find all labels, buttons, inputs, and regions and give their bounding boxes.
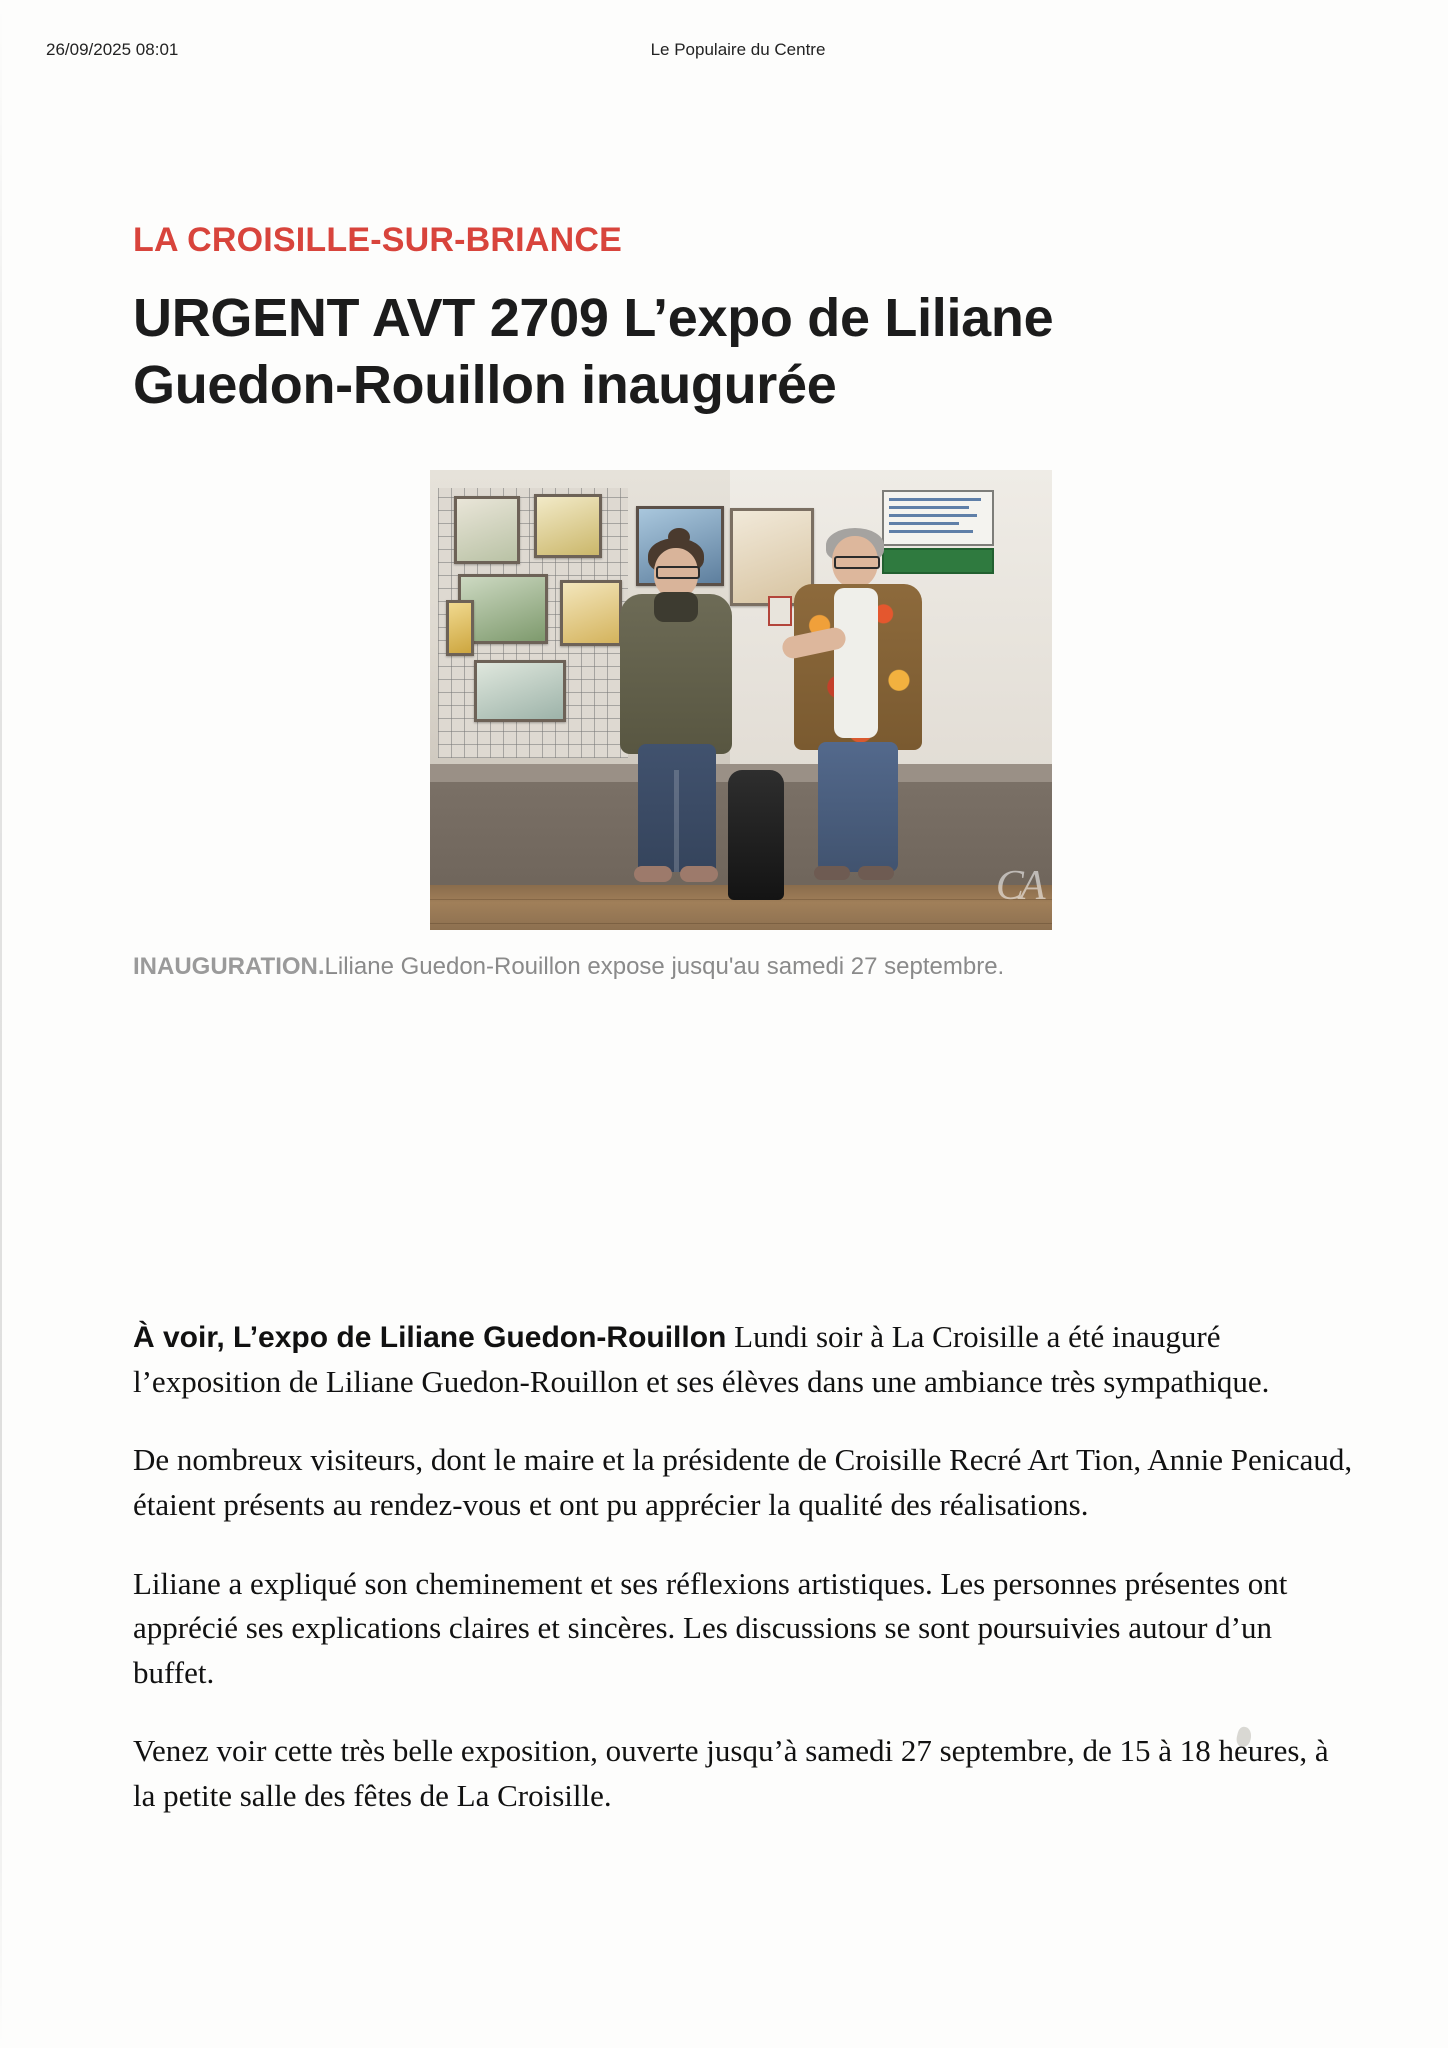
person-artist <box>788 536 938 888</box>
display-grid-panel <box>438 488 628 758</box>
article-figure <box>133 470 1348 983</box>
page-edge-shadow <box>0 0 2 2048</box>
caption-label: INAUGURATION. <box>133 953 325 981</box>
paragraph <box>133 1315 1355 1404</box>
glasses-icon <box>834 556 880 569</box>
article-headline: URGENT AVT 2709 L’expo de Liliane Guedon-Rouillon inaugurée <box>133 288 1054 415</box>
person-visitor <box>610 548 740 888</box>
artwork-thumbnail <box>446 600 474 656</box>
paragraph-lead: À voir, L’expo de Liliane Guedon-Rouillon <box>133 1321 727 1354</box>
print-header <box>0 40 1448 64</box>
artwork-thumbnail <box>454 496 520 564</box>
glasses-icon <box>656 566 700 579</box>
photo-scene <box>430 470 1052 930</box>
artwork-thumbnail <box>534 494 602 558</box>
paragraph-text: Lundi soir à La Croisille a été inauguré l’exposition de Liliane Guedon-Rouillon et ses élèves dans une ambiance très sympathique. <box>133 1319 1270 1399</box>
photo-caption <box>133 952 1348 983</box>
article <box>133 222 1348 983</box>
article-photo <box>430 470 1052 930</box>
print-date: 26/09/2025 08:01 <box>46 40 179 59</box>
paragraph: De nombreux visiteurs, dont le maire et la présidente de Croisille Recré Art Tion, Annie Penicaud, étaient présents au rendez-vous et ont pu apprécier la qualité des réalisations. <box>133 1442 1353 1522</box>
caption-text: Liliane Guedon-Rouillon expose jusqu'au samedi 27 septembre. <box>324 953 1005 981</box>
photo-watermark: CA <box>995 863 1042 910</box>
artwork-thumbnail <box>474 660 566 722</box>
article-body <box>133 1315 1355 1833</box>
paragraph: Venez voir cette très belle exposition, ouverte jusqu’à samedi 27 septembre, de 15 à 18 heures, à la petite salle des fêtes de La Croisille. <box>133 1733 1329 1813</box>
print-source: Le Populaire du Centre <box>650 40 826 59</box>
paragraph: Liliane a expliqué son cheminement et ses réflexions artistiques. Les personnes présentes ont apprécié ses explications claires et sincères. Les discussions se sont poursuivies autour d’un buffet. <box>133 1565 1288 1690</box>
article-kicker: LA CROISILLE-SUR-BRIANCE <box>133 221 622 259</box>
